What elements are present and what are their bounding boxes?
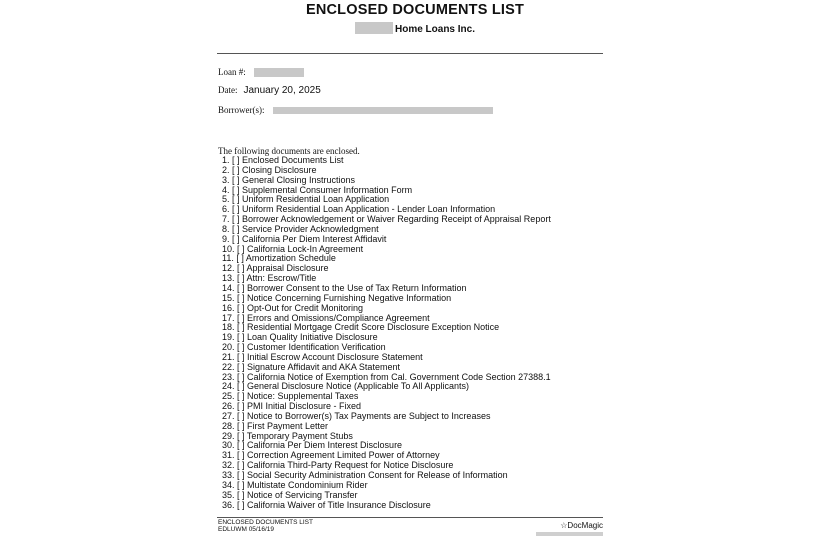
document-list-item: 21. [ ] Initial Escrow Account Disclosure Statement [222, 351, 423, 362]
footer-redacted-bar [536, 532, 603, 536]
document-list-item: 31. [ ] Correction Agreement Limited Power of Attorney [222, 450, 440, 461]
document-list-item: 23. [ ] California Notice of Exemption from Cal. Government Code Section 27388.1 [222, 371, 551, 382]
loan-label: Loan #: [218, 67, 246, 77]
document-list-item: 5. [ ] Uniform Residential Loan Application [222, 194, 390, 205]
company-suffix: Home Loans Inc. [394, 24, 475, 35]
document-list-item: 32. [ ] California Third-Party Request for Notice Disclosure [222, 460, 454, 471]
footer-doc-code: EDLUWM 05/16/19 [218, 526, 274, 533]
borrower-field [218, 105, 493, 115]
document-list-item: 33. [ ] Social Security Administration Consent for Release of Information [222, 470, 508, 480]
document-list-item: 2. [ ] Closing Disclosure [222, 164, 317, 175]
document-list-item: 3. [ ] General Closing Instructions [222, 174, 356, 185]
document-list-item: 27. [ ] Notice to Borrower(s) Tax Payments are Subject to Increases [222, 410, 491, 421]
document-list-item: 4. [ ] Supplemental Consumer Information Form [222, 184, 413, 195]
document-list-item: 15. [ ] Notice Concerning Furnishing Negative Information [222, 292, 452, 303]
document-list-item: 12. [ ] Appraisal Disclosure [222, 263, 329, 274]
footer-doc-name: ENCLOSED DOCUMENTS LIST [218, 519, 313, 526]
document-list-item: 8. [ ] Service Provider Acknowledgment [222, 223, 379, 234]
company-name [0, 22, 830, 35]
document-list-item: 6. [ ] Uniform Residential Loan Application - Lender Loan Information [222, 204, 496, 215]
document-list-item: 34. [ ] Multistate Condominium Rider [222, 479, 368, 490]
document-list-item: 28. [ ] First Payment Letter [222, 420, 329, 431]
redacted-borrower-names [273, 107, 493, 114]
docmagic-logo: ☆DocMagic [560, 521, 603, 530]
documents-list [222, 156, 551, 510]
date-value: January 20, 2025 [243, 85, 321, 96]
document-list-item: 30. [ ] California Per Diem Interest Disclosure [222, 440, 403, 451]
document-list-item: 10. [ ] California Lock-In Agreement [222, 243, 364, 254]
document-list-item: 16. [ ] Opt-Out for Credit Monitoring [222, 302, 364, 313]
document-list-item: 11. [ ] Amortization Schedule [222, 253, 336, 264]
document-list-item: 18. [ ] Residential Mortgage Credit Score Disclosure Exception Notice [222, 322, 500, 333]
document-list-item: 24. [ ] General Disclosure Notice (Applicable To All Applicants) [222, 381, 469, 392]
footer-divider [217, 517, 603, 518]
redacted-company-prefix [355, 22, 393, 34]
document-list-item: 26. [ ] PMI Initial Disclosure - Fixed [222, 401, 362, 412]
date-field [218, 85, 321, 96]
document-list-item: 35. [ ] Notice of Servicing Transfer [222, 489, 358, 500]
document-list-item: 29. [ ] Temporary Payment Stubs [222, 430, 353, 441]
header-divider [217, 53, 603, 54]
document-list-item: 36. [ ] California Waiver of Title Insurance Disclosure [222, 499, 431, 510]
loan-number-field [218, 67, 304, 77]
document-list-item: 22. [ ] Signature Affidavit and AKA Statement [222, 361, 400, 372]
document-list-item: 14. [ ] Borrower Consent to the Use of Tax Return Information [222, 282, 467, 293]
document-list-item: 9. [ ] California Per Diem Interest Affidavit [222, 233, 387, 244]
document-list-item: 19. [ ] Loan Quality Initiative Disclosure [222, 332, 378, 343]
intro-text: The following documents are enclosed. [218, 146, 360, 156]
document-list-item: 17. [ ] Errors and Omissions/Compliance Agreement [222, 312, 430, 323]
redacted-loan-number [254, 68, 304, 77]
borrower-label: Borrower(s): [218, 105, 265, 115]
document-list-item: 1. [ ] Enclosed Documents List [222, 155, 344, 165]
document-list-item: 25. [ ] Notice: Supplemental Taxes [222, 391, 359, 402]
date-label: Date: [218, 85, 238, 95]
document-list-item: 20. [ ] Customer Identification Verification [222, 342, 386, 353]
document-title: ENCLOSED DOCUMENTS LIST [305, 2, 525, 18]
document-list-item: 13. [ ] Attn: Escrow/Title [222, 273, 317, 284]
document-list-item: 7. [ ] Borrower Acknowledgement or Waiver Regarding Receipt of Appraisal Report [222, 214, 551, 225]
